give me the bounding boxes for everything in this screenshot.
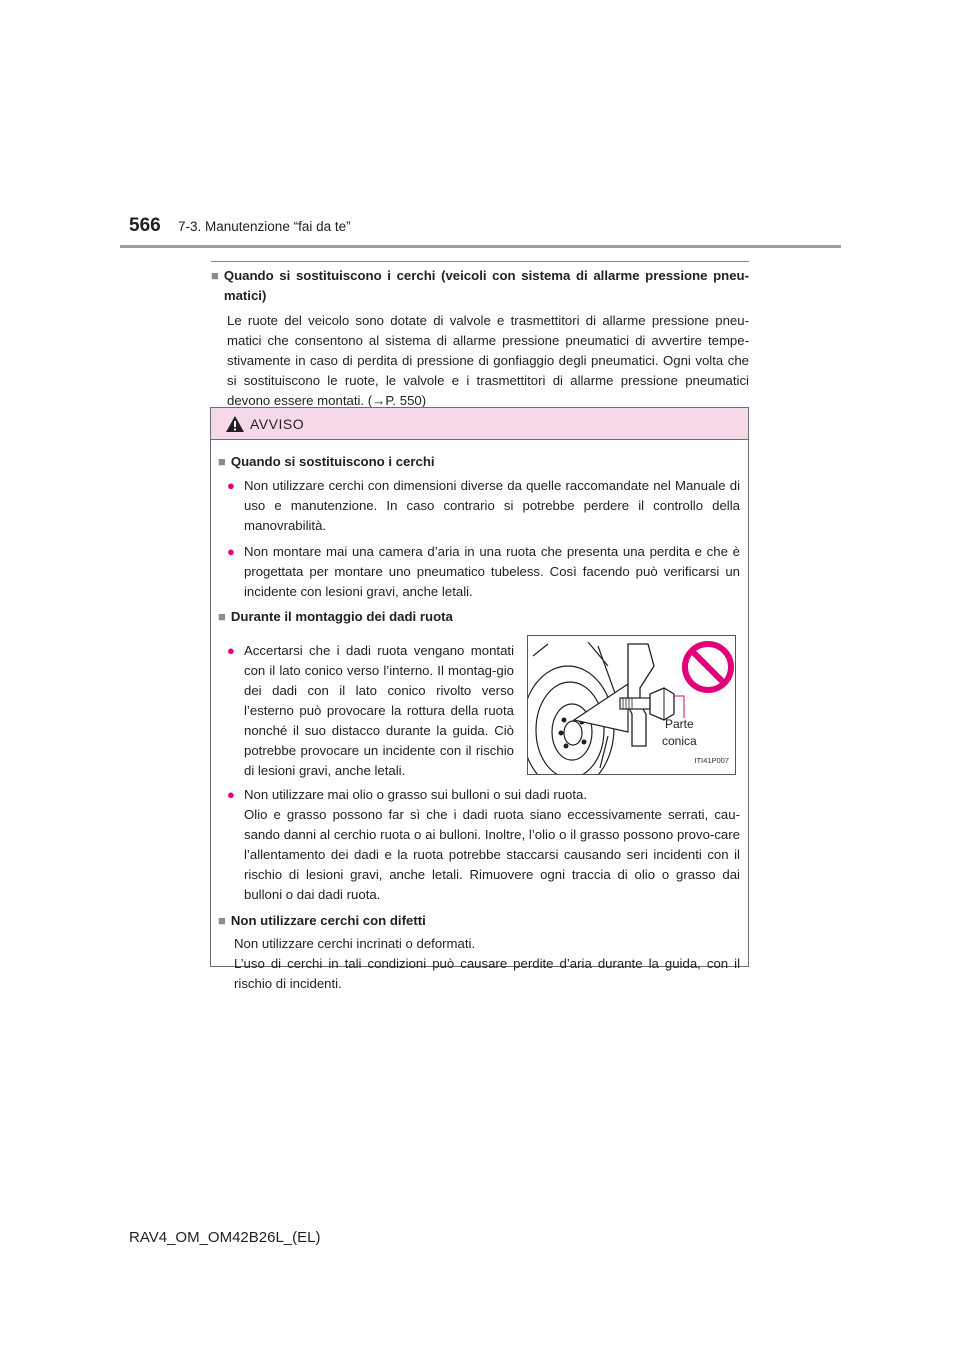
chapter-title: 7-3. Manutenzione “fai da te” [178, 219, 351, 234]
bullet-dot-icon: ● [227, 478, 235, 493]
section-rule [211, 261, 749, 262]
intro-heading: ■ Quando si sostituiscono i cerchi (veicoli con sistema di allarme pressione pneu-matici) [211, 266, 749, 306]
warning-triangle-icon [225, 415, 245, 433]
warning-body [211, 440, 748, 994]
bullet-dot-icon: ● [227, 787, 235, 802]
page-number: 566 [129, 215, 161, 236]
square-bullet-icon: ■ [218, 454, 226, 469]
square-bullet-icon: ■ [218, 609, 226, 624]
figure-label: Parte conica [662, 717, 697, 748]
intro-section [211, 266, 749, 411]
header-rule [120, 245, 841, 248]
warning-heading-nuts: ■ Durante il montaggio dei dadi ruota [218, 607, 740, 627]
warning-label: AVVISO [250, 415, 305, 432]
list-item: ● Non montare mai una camera d’aria in una ruota che presenta una perdita e che è progettata per montare uno pneumatico tubeless. Così facendo può verificarsi un incidente con lesioni gravi, anche letali. [218, 542, 740, 602]
footer-code: RAV4_OM_OM42B26L_(EL) [129, 1229, 321, 1246]
figure-row [218, 633, 740, 781]
bullet-dot-icon: ● [227, 544, 235, 559]
defects-line-1: Non utilizzare cerchi incrinati o deformati. [234, 936, 476, 951]
square-bullet-icon: ■ [218, 913, 226, 928]
warning-heading-rims: ■ Quando si sostituiscono i cerchi [218, 452, 740, 472]
wheel-nut-figure [527, 635, 736, 775]
warning-header [211, 408, 748, 440]
intro-body: Le ruote del veicolo sono dotate di valvole e trasmettitori di allarme pressione pneu-matici che consentono al sistema di allarme pressione pneumatici di avvertire tempe-stivamente in caso di perdita di pressione di gonfiaggio degli pneumatici. Ogni volta che si sostituiscono le ruote, le valvole e i trasmettitori di allarme pressione pneumatici devono essere montati. (→P. 550) [227, 313, 749, 408]
warning-box [210, 407, 749, 991]
bullet-dot-icon: ● [227, 643, 235, 658]
list-item: ● Non utilizzare cerchi con dimensioni diverse da quelle raccomandate nel Manuale di uso e manutenzione. In caso contrario si potrebbe perdere il controllo della manovrabilità. [218, 476, 740, 536]
defects-line-2: L’uso di cerchi in tali condizioni può causare perdite d’aria durante la guida, con il rischio di incidenti. [234, 956, 740, 991]
list-item: ● Non utilizzare mai olio o grasso sui bulloni o sui dadi ruota. Olio e grasso possono far sì che i dadi ruota siano eccessivamente serrati, cau-sando danni al cerchio ruota o ai bulloni. Inoltre, l’olio o il grasso possono provo-care l’allentamento dei dadi e la ruota potrebbe staccarsi causando seri incidenti con il rischio di lesioni gravi, anche letali. Rimuovere ogni traccia di olio o grasso dai bulloni o dai dadi ruota. [218, 785, 740, 905]
square-bullet-icon: ■ [211, 268, 219, 283]
list-item: ● Accertarsi che i dadi ruota vengano montati con il lato conico verso l’interno. Il montag-gio dei dadi con il lato conico rivolto verso l’esterno può provocare la rottura della ruota nonché il suo distacco durante la guida. Ciò potrebbe provocare un incidente con il rischio di lesioni gravi, anche letali. [218, 641, 514, 781]
warning-heading-defects: ■ Non utilizzare cerchi con difetti [218, 911, 740, 931]
figure-code: ITI41P007 [694, 756, 729, 765]
